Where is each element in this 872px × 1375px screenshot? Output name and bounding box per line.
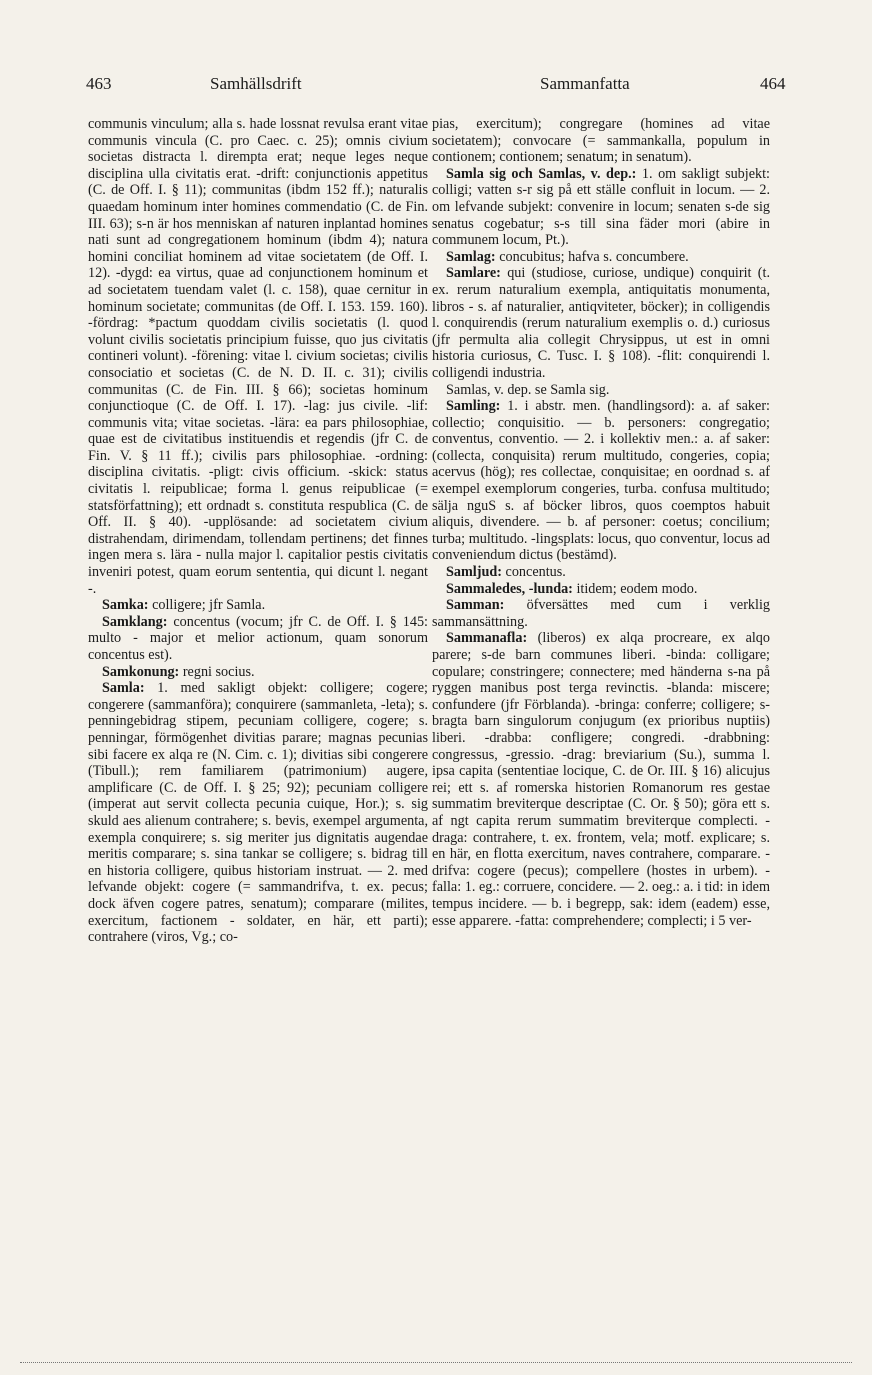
dictionary-entry: Samklang: concentus (vocum; jfr C. de Off. I. § 145: multo - major et melior actionum, quam sonorum concentus est). — [88, 613, 428, 663]
headword: Samka: — [102, 597, 149, 614]
headword: Samla: — [102, 680, 145, 697]
dictionary-entry: Samla sig och Samlas, v. dep.: 1. om sakligt subjekt: colligi; vatten s-r sig på ett ställe confluit in locum. — 2. om lefvande subjekt: convenire in locum; senaten s-de sig senatus cogebatur; s-s till sina fäder mori (abire in communem locum, Pt.). — [432, 165, 770, 249]
dictionary-entry: Samman: öfversättes med cum i verklig sammansättning. — [432, 597, 770, 630]
headword: Samkonung: — [102, 663, 180, 680]
headword: Samlag: — [446, 248, 496, 265]
headword: Samljud: — [446, 564, 502, 581]
headword: Sammaledes, -lunda: — [446, 580, 573, 597]
left-column — [88, 116, 428, 946]
headword: Samman: — [446, 597, 505, 614]
headword: Sammanafla: — [446, 630, 528, 647]
page-number-right: 464 — [760, 74, 786, 93]
dictionary-entry: communis vinculum; alla s. hade lossnat revulsa erant vitae communis vincula (C. pro Caec. c. 25); omnis civium societas distracta l. dirempta erat; neque leges neque disciplina ulla civitatis erat. -drift: conjunctionis appetitus (C. de Off. I. § 11); communitas (ibdm 152 ff.); naturalis quaedam hominum inter homines commendatio (C. de Fin. III. 63); s-n är hos menniskan af naturen inplantad homines nati sunt ad congregationem hominum (ibdm 4); natura homini conciliat hominem ad vitae societatem (de Off. I. 12). -dygd: ea virtus, quae ad conjunctionem hominum et ad societatem tuendam valet (l. c. 158), quae cernitur in hominum societate; communitas (de Off. I. 153. 159. 160). -fördrag: *pactum quoddam civilis societatis (l. quod volunt civilis societatis principium fuisse, quo jus civitatis contineri volunt). -förening: vitae l. civium societas; civilis consociatio et societas (C. de N. D. II. c. 31); civilis communitas (C. de Fin. III. § 66); societas hominum conjunctioque (C. de Off. I. 17). -lag: jus civile. -lif: communis vita; vitae societas. -lära: ea pars philosophiae, quae est de civitatibus instituendis et regendis (jfr C. de Fin. V. § 11 ff.); civilis pars philosophiae. -ordning: disciplina civitatis. -pligt: civis officium. -skick: status civitatis l. reipublicae; forma l. genus reipublicae (= statsförfattning); ett ordnadt s. constituta respublica (C. de Off. II. § 40). -upplösande: ad societatem civium distrahendam, dirimendam, tollendam pertinens; det finnes ingen mera s. lära - nulla major l. capitalior pestis civitatis inveniri potest, quam eorum sententia, qui dicunt l. negant -. — [88, 116, 428, 597]
dictionary-entry: Sammaledes, -lunda: itidem; eodem modo. — [446, 580, 698, 597]
headword: Samling: — [446, 398, 501, 415]
dictionary-entry: Samkonung: regni socius. — [102, 663, 255, 680]
page-header — [0, 74, 872, 104]
page-number-left: 463 — [86, 74, 112, 93]
headword: Samla sig och Samlas, v. dep.: — [446, 165, 637, 182]
dictionary-entry: Samling: 1. i abstr. men. (handlingsord): a. af saker: collectio; conquisitio. — b. personers: congregatio; conventus, conventio. — 2. i kollektiv men.: a. af saker: (collecta, conquisita) rerum multitudo, congeries, copia; acervus (hög); res collectae, conquisitae; en oordnad s. af exempel exemplorum congeries, turba. confusa multitudo; sälja nguS s. af böcker libros, quos coemptos habuit aliquis, divendere. — b. af personer: coetus; concilium; turba; multitudo. -lingsplats: locus, quo conventur, locus ad conveniendum dictus (bestämd). — [432, 398, 770, 564]
headword: Samklang: — [102, 613, 168, 630]
dictionary-entry: Sammanafla: (liberos) ex alqa procreare, ex alqo parere; s-de barn communes liberi. -binda: colligare; copulare; constringere; connectere; med händerna s-na på ryggen manibus post terga revinctis. -blanda: miscere; confundere (jfr Förblanda). -bringa: conferre; colligere; s-bragta barn singulorum conjugum (ex prioribus nuptiis) liberi. -drabba: confligere; congredi. -drabbning: congressus, -gressio. -drag: breviarium (Su.), summa l. ipsa capita (sententiae locique, C. de Or. III. § 16) alicujus rei; ett s. af romerska historien Romanorum res gestae summatim breviterque descriptae (C. Or. § 50); göra ett s. af ngt capita rerum summatim breviterque complecti. -draga: contrahere, t. ex. frontem, vela; motf. explicare; s. en här, en flotta exercitum, naves contrahere, comparare. -drifva: cogere (pecus); compellere (hostes in urbem). -falla: 1. eg.: corruere, concidere. — 2. oeg.: a. i tid: in idem tempus incidere. — b. i begrepp, sak: idem (eadem) esse, esse apparere. -fatta: comprehendere; complecti; i 5 ver- — [432, 630, 770, 929]
dictionary-entry: Samlare: qui (studiose, curiose, undique) conquirit (t. ex. rerum naturalium exempla, antiquitatis monumenta, libros - s. af naturalier, antiqviteter, böcker); in colligendis l. conquirendis (rerum naturalium exemplis o. d.) curiosus (jfr permulta alia collegit Chrysippus, ut est in omni historia curiosus, C. Tusc. I. § 108). -flit: conquirendi l. colligendi industria. — [432, 265, 770, 381]
dictionary-entry: pias, exercitum); congregare (homines ad vitae societatem); convocare (= sammankalla, populum in contionem; contionem; senatum; in senatum). — [432, 116, 770, 166]
right-column — [432, 116, 770, 929]
dictionary-entry: Samlas, v. dep. se Samla sig. — [446, 381, 610, 398]
dictionary-entry: Samlag: concubitus; hafva s. concumbere. — [446, 248, 689, 265]
dictionary-entry: Samka: colligere; jfr Samla. — [102, 597, 266, 614]
dictionary-entry: Samla: 1. med sakligt objekt: colligere; cogere; congerere (sammanföra); conquirere (sammanleta, -leta); s. penningebidrag stipem, pecuniam colligere, cogere; s. penningar, förmögenhet divitias parare; magnas pecunias sibi facere ex alqa re (N. Cim. c. 1); divitias sibi congerere (Tibull.); rem familiarem (patrimonium) augere, amplificare (C. de Off. I. § 25; 92); pecuniam colligere (imperat aut servit collecta pecunia cuique, Hor.); s. sig skuld aes alienum contrahere; s. bevis, exempel argumenta, exempla conquirere; s. sig meriter jus dignitatis augendae meritis comparare; s. sina tankar se colligere; s. bidrag till en historia colligere, quibus historiam instruat. — 2. med lefvande objekt: cogere (= sammandrifva, t. ex. pecus; dock äfven cogere patres, senatum); comparare (milites, exercitum, factionem - soldater, en här, ett parti); contrahere (viros, Vg.; co- — [88, 680, 428, 946]
running-head-right: Sammanfatta — [540, 74, 630, 93]
headword: Samlare: — [446, 265, 501, 282]
dictionary-entry: Samljud: concentus. — [446, 564, 566, 581]
bottom-dotted-rule — [20, 1362, 852, 1363]
running-head-left: Samhällsdrift — [210, 74, 302, 93]
